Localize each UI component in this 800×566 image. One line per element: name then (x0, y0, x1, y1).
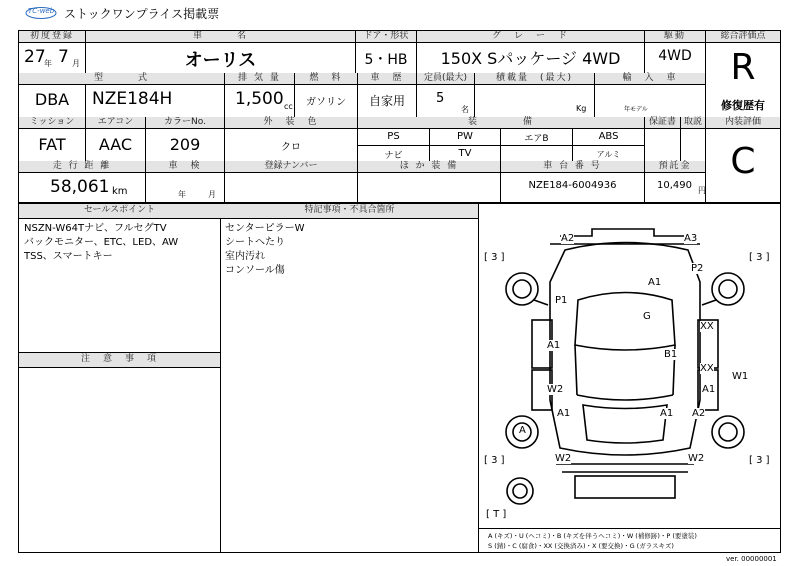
hdr-load: 積載量 (最大) (475, 73, 594, 84)
overall-score: R (730, 47, 756, 88)
hdr-model: 型 式 (19, 73, 224, 84)
hdr-door-form: ドア・形状 (356, 31, 416, 42)
import-unit: 年モデル (624, 106, 648, 113)
hdr-car-name: 車 名 (86, 31, 355, 42)
color-no-value: 209 (169, 135, 201, 154)
price-value: 10,490 (657, 180, 692, 191)
reg-month-unit: 月 (72, 59, 80, 68)
hdr-grade: グ レ ー ド (417, 31, 644, 42)
equip-alumi: アルミ (596, 150, 621, 159)
special-note-item: 室内汚れ (225, 251, 265, 262)
damage-mark: A1 (648, 277, 662, 288)
cc-unit: cc (284, 102, 293, 111)
hdr-ext-color: 外 装 色 (225, 117, 357, 128)
door-form-value: 5・HB (364, 52, 408, 68)
special-note-item: シートへたり (225, 237, 285, 248)
wheel-icon (506, 273, 538, 305)
wheel-icon (712, 416, 744, 448)
equip-ps: PS (387, 131, 400, 142)
hdr-capacity: 定員(最大) (417, 73, 474, 84)
load-unit: Kg (576, 104, 587, 113)
sales-point-item: NSZN-W64Tナビ、フルセグTV (24, 223, 167, 234)
hdr-first-reg: 初度登録 (19, 31, 85, 42)
damage-mark: XX (700, 363, 714, 374)
damage-mark: W2 (688, 453, 705, 464)
chassis-value: NZE184-6004936 (528, 180, 617, 191)
damage-mark: B1 (664, 349, 678, 360)
yen-unit: 円 (698, 186, 706, 195)
damage-mark: W1 (732, 371, 749, 382)
insp-month-unit: 月 (208, 190, 216, 199)
sales-point-item: バックモニター、ETC、LED、AW (24, 237, 179, 248)
fuel-value: ガソリン (306, 97, 346, 108)
spare-tire-icon (507, 478, 533, 504)
hdr-manual: 取説 (681, 117, 705, 128)
hdr-mission: ミッション (19, 117, 85, 128)
bracket-t: [ T ] (486, 509, 507, 520)
damage-mark: A1 (547, 340, 561, 351)
hdr-warranty: 保証書 (645, 117, 680, 128)
hdr-reg-plate: 登録ナンバー (225, 161, 357, 172)
hdr-import: 輸 入 車 (595, 73, 705, 84)
hdr-mileage: 走 行 距 離 (19, 161, 145, 172)
overall-score-label: 修復歴有 (721, 99, 765, 112)
damage-mark: A1 (702, 384, 716, 395)
model-value: NZE184H (92, 89, 173, 109)
interior-score: C (730, 141, 756, 182)
hdr-overall: 総合評価点 (706, 31, 780, 42)
page-title: ストックワンプライス掲載票 (64, 7, 220, 21)
damage-mark: A2 (561, 233, 575, 244)
equip-navi: ナビ (384, 151, 403, 161)
hdr-fuel: 燃 料 (295, 73, 357, 84)
logo-text: TC-web (28, 7, 55, 15)
aircon-value: AAC (98, 135, 133, 154)
equip-tv: TV (458, 148, 472, 159)
damage-mark: A (519, 425, 526, 436)
hdr-other-equip: ほ か 装 備 (358, 161, 500, 172)
hdr-displacement: 排 気 量 (225, 73, 294, 84)
drive-value: 4WD (658, 48, 692, 64)
model-prefix-value: DBA (34, 90, 70, 109)
bracket-3-front-left: [ 3 ] (484, 252, 505, 263)
special-note-item: コンソール傷 (225, 265, 285, 276)
grade-value: 150X Sパッケージ 4WD (440, 49, 621, 68)
hdr-price: 預託金 (645, 161, 705, 172)
legend-line-1: A (キズ)・U (ヘコミ)・B (キズを伴うヘコミ)・W (補修跡)・P (要塗装) (488, 532, 697, 540)
hdr-special: 特記事項・不具合箇所 (221, 205, 478, 216)
capacity-value: 5 (436, 91, 445, 106)
hdr-aircon: エアコン (86, 117, 145, 128)
ext-color-value: クロ (281, 142, 301, 153)
damage-mark: P1 (555, 295, 568, 306)
reg-year: 27 (24, 47, 46, 67)
version-label: ver. 00000001 (726, 555, 777, 563)
damage-mark: A2 (692, 408, 706, 419)
special-note-item: センターピラーW (225, 223, 305, 234)
mileage-value: 58,061 (50, 177, 110, 197)
hdr-notes: 注 意 事 項 (19, 354, 220, 365)
equip-abs: ABS (598, 131, 619, 142)
damage-mark: P2 (691, 263, 704, 274)
hdr-equipment: 装 備 (358, 117, 644, 128)
damage-mark: G (643, 311, 651, 322)
damage-mark: A1 (660, 408, 674, 419)
legend-line-2: S (錆)・C (腐食)・XX (交換済み)・X (要交換)・G (ガラスキズ) (488, 542, 674, 550)
reg-year-unit: 年 (44, 59, 52, 68)
equip-airbag: エアB (524, 134, 549, 144)
car-name-value: オーリス (184, 50, 257, 71)
hdr-interior: 内装評価 (706, 117, 780, 128)
bracket-3-rear-right: [ 3 ] (749, 455, 770, 466)
damage-mark: W2 (547, 384, 564, 395)
capacity-unit: 名 (461, 105, 469, 114)
equip-pw: PW (457, 131, 473, 142)
hdr-history: 車 歴 (358, 73, 416, 84)
hdr-color-no: カラーNo. (146, 117, 224, 128)
damage-mark: XX (700, 321, 714, 332)
history-value: 自家用 (368, 94, 405, 108)
mission-value: FAT (38, 135, 66, 154)
hdr-drive: 駆動 (645, 31, 705, 42)
hdr-inspection: 車 検 (146, 161, 224, 172)
damage-mark: A3 (684, 233, 698, 244)
bracket-3-rear-left: [ 3 ] (484, 455, 505, 466)
hdr-chassis: 車 台 番 号 (501, 161, 644, 172)
km-unit: km (112, 186, 128, 197)
wheel-icon (712, 273, 744, 305)
damage-mark: W2 (555, 453, 572, 464)
damage-mark: A1 (557, 408, 571, 419)
hdr-sales-point: セールスポイント (19, 205, 220, 216)
insp-year-unit: 年 (178, 190, 186, 199)
reg-month: 7 (58, 47, 69, 67)
bracket-3-front-right: [ 3 ] (749, 252, 770, 263)
displacement-value: 1,500 (235, 89, 284, 109)
sales-point-item: TSS、スマートキー (24, 251, 113, 262)
